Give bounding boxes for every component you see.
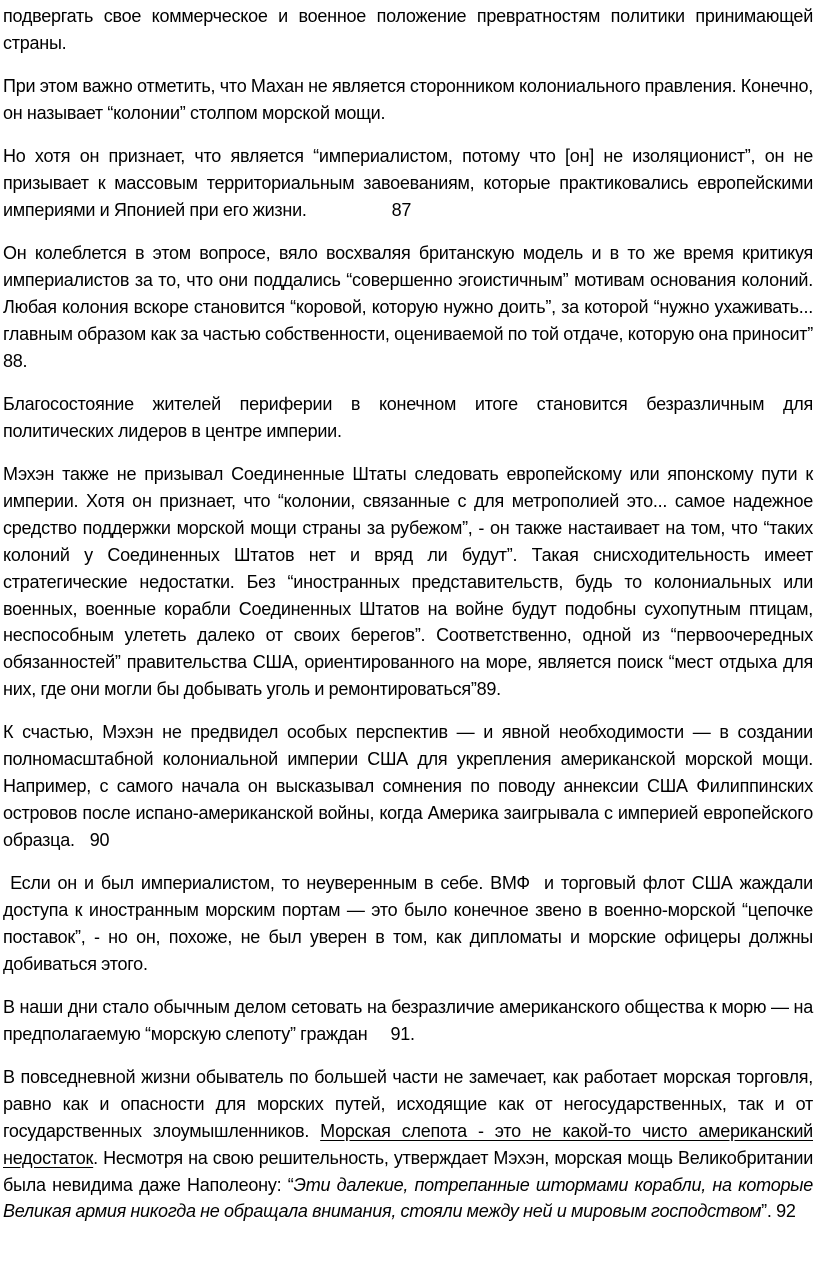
text-run: При этом важно отметить, что Махан не является сторонником колониального правления. Конечно, он называет “колонии” столпом морской мощи. bbox=[3, 76, 813, 124]
footnote-ref: 91. bbox=[390, 1023, 415, 1044]
footnote-ref: 87 bbox=[391, 200, 412, 221]
text-run: Он колеблется в этом вопросе, вяло восхваляя британскую модель и в то же время критикуя империалистов за то, что они поддались “совершенно эгоистичным” мотивам основания колоний. Любая колония вскоре становится “коровой, которую нужно доить”, за которой “нужно ухаживать... главным образом как за частью собственности, оцениваемой по той отдаче, которую она приносит” 88. bbox=[3, 243, 813, 371]
italic-quote-run: Эти далекие, потрепанные штормами корабли, на которые Великая армия никогда не обращала внимания, стояли между ней и мировым господством bbox=[3, 1174, 813, 1222]
footnote-ref: 90 bbox=[89, 829, 110, 850]
paragraph bbox=[3, 994, 813, 1048]
paragraph bbox=[3, 719, 813, 853]
underlined-text-run: Морская слепота - это не какой-то чисто американский недостаток bbox=[3, 1120, 813, 1168]
paragraph bbox=[3, 1064, 813, 1225]
paragraph bbox=[3, 143, 813, 224]
text-run: Если он и был империалистом, то неуверенным в себе. ВМФ и торговый флот США жаждали доступа к иностранным морским портам — это было конечное звено в военно-морской “цепочке поставок”, - но он, похоже, не был уверен в том, как дипломаты и морские офицеры должны добиваться этого. bbox=[3, 873, 813, 974]
text-run: К счастью, Мэхэн не предвидел особых перспектив — и явной необходимости — в создании полномасштабной колониальной империи США для укрепления американской морской мощи. Например, с самого начала он высказывал сомнения по поводу аннексии США Филиппинских островов после испано-американской войны, когда Америка заигрывала с империей европейского образца. bbox=[3, 722, 813, 850]
text-run: Но хотя он признает, что является “империалистом, потому что [он] не изоляционист”, он не призывает к массовым территориальным завоеваниям, которые практиковались европейскими империями и Японией при его жизни. bbox=[3, 146, 813, 221]
paragraph bbox=[3, 461, 813, 703]
text-run: В повседневной жизни обыватель по большей части не замечает, как работает морская торговля, равно как и опасности для морских путей, исходящие как от негосударственных, так и от государственных злоумышленников. bbox=[3, 1067, 813, 1141]
paragraph bbox=[3, 870, 813, 977]
text-run: подвергать свое коммерческое и военное положение превратностям политики принимающей страны. bbox=[3, 6, 813, 53]
text-run: Благосостояние жителей периферии в конечном итоге становится безразличным для политических лидеров в центре империи. bbox=[3, 394, 813, 441]
paragraph bbox=[3, 73, 813, 127]
paragraph bbox=[3, 3, 813, 57]
text-run: Мэхэн также не призывал Соединенные Штаты следовать европейскому или японскому пути к империи. Хотя он признает, что “колонии, связанные с для метрополией это... самое надежное средство поддержки морской мощи страны за рубежом”, - он также настаивает на том, что “таких колоний у Соединенных Штатов нет и вряд ли будут”. Такая снисходительность имеет стратегические недостатки. Без “иностранных представительств, будь то колониальных или военных, военные корабли Соединенных Штатов на войне будут подобны сухопутным птицам, неспособным улететь далеко от своих берегов”. Соответственно, одной из “первоочередных обязанностей” правительства США, ориентированного на море, является поиск “мест отдыха для них, где они могли бы добывать уголь и ремонтироваться”89. bbox=[3, 464, 813, 700]
text-run: В наши дни стало обычным делом сетовать на безразличие американского общества к морю — на предполагаемую “морскую слепоту” граждан bbox=[3, 997, 813, 1044]
text-run: . Несмотря на свою решительность, утверждает Мэхэн, морская мощь Великобритании была невидима даже Наполеону: “ bbox=[3, 1147, 813, 1195]
paragraph bbox=[3, 391, 813, 445]
paragraph bbox=[3, 240, 813, 374]
text-run: ”. 92 bbox=[761, 1201, 796, 1222]
